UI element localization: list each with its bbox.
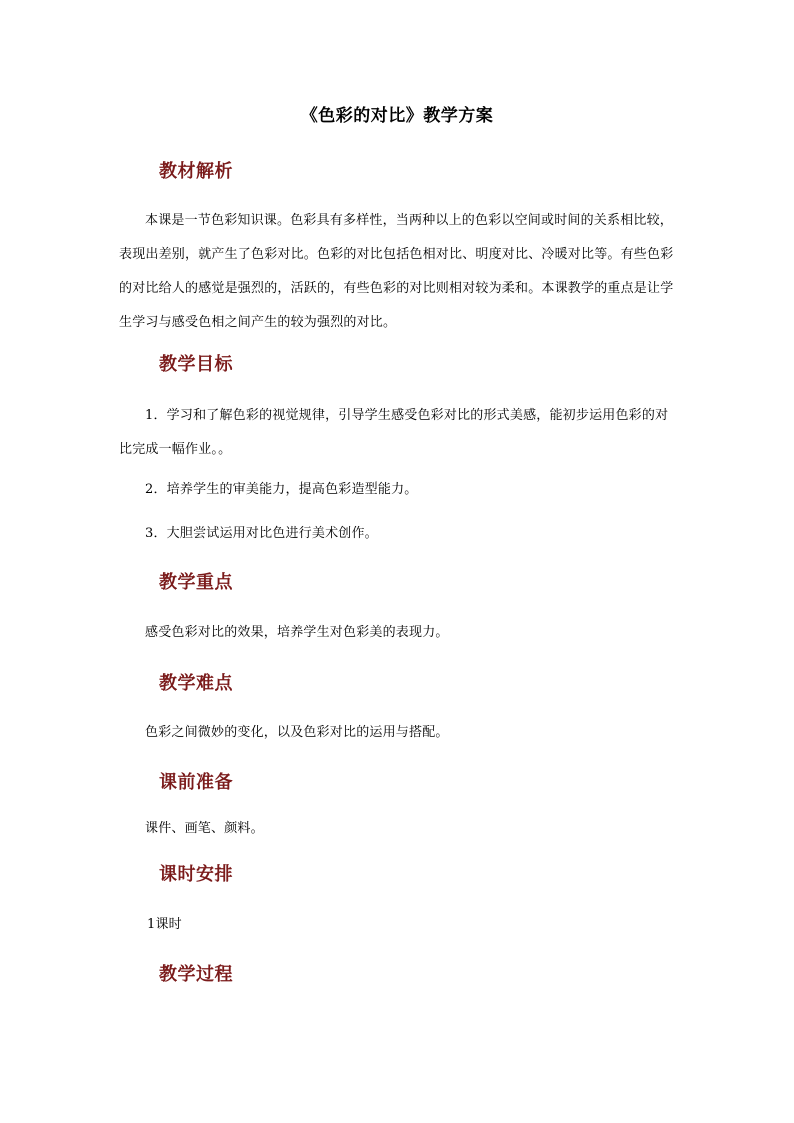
heading-preparation: 课前准备 <box>159 772 233 793</box>
heading-goals: 教学目标 <box>159 354 233 375</box>
goal-item-1 <box>119 399 679 467</box>
paragraph-analysis <box>119 204 679 340</box>
heading-process: 教学过程 <box>159 964 233 985</box>
paragraph-analysis-text: 本课是一节色彩知识课。色彩具有多样性，当两种以上的色彩以空间或时间的关系相比较，表现出差别，就产生了色彩对比。色彩的对比包括色相对比、明度对比、冷暖对比等。有些色彩的对比给人的感觉是强烈的，活跃的，有些色彩的对比则相对较为柔和。本课教学的重点是让学生学习与感受色相之间产生的较为强烈的对比。 <box>119 213 674 330</box>
goal-item-3: 3．大胆尝试运用对比色进行美术创作。 <box>145 526 378 541</box>
goal-item-2: 2．培养学生的审美能力，提高色彩造型能力。 <box>145 482 418 497</box>
heading-key-points: 教学重点 <box>159 572 233 593</box>
key-points-text: 感受色彩对比的效果，培养学生对色彩美的表现力。 <box>145 625 449 640</box>
heading-analysis: 教材解析 <box>159 161 233 182</box>
preparation-text: 课件、画笔、颜料。 <box>145 821 264 836</box>
difficulties-text: 色彩之间微妙的变化，以及色彩对比的运用与搭配。 <box>145 725 449 740</box>
heading-schedule: 课时安排 <box>159 864 233 885</box>
schedule-text: 1课时 <box>147 917 182 932</box>
document-title: 《色彩的对比》教学方案 <box>300 106 494 126</box>
heading-difficulties: 教学难点 <box>159 673 233 694</box>
goal-item-1-text: 1．学习和了解色彩的视觉规律，引导学生感受色彩对比的形式美感，能初步运用色彩的对比完成一幅作业。。 <box>119 408 669 457</box>
